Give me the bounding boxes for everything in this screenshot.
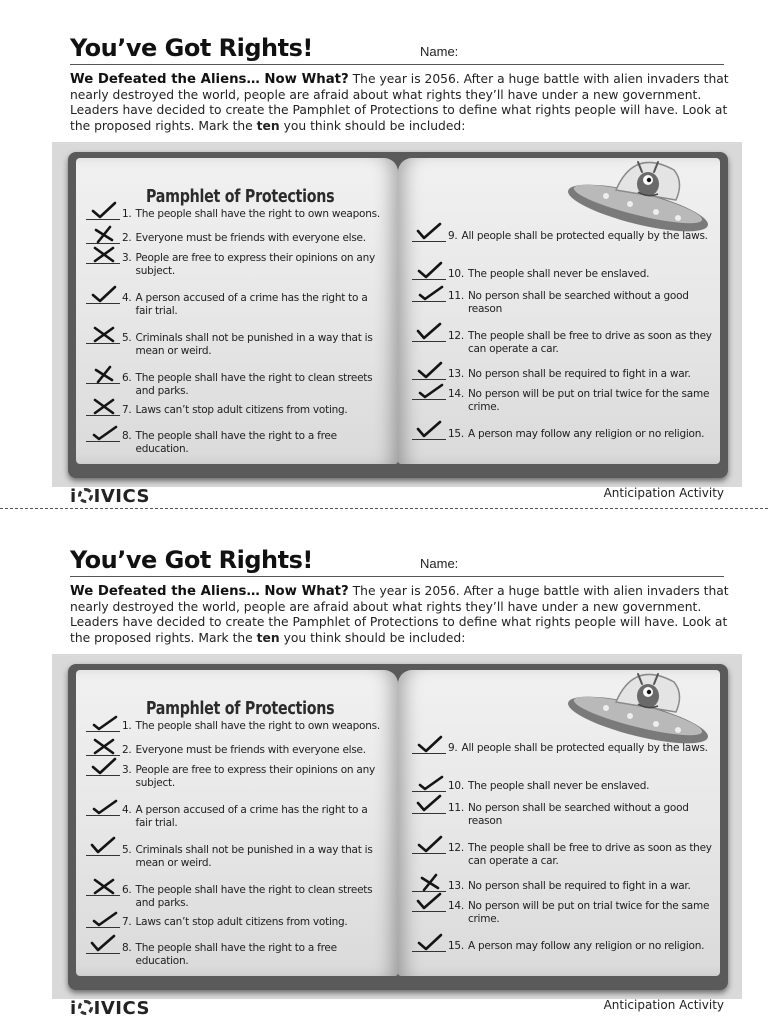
- right-item-6: [86, 884, 386, 910]
- intro-paragraph: [70, 584, 730, 646]
- item-text: No person shall be searched without a good reason: [467, 290, 689, 315]
- item-text: No person shall be searched without a good reason: [467, 802, 689, 827]
- item-text: No person will be put on trial twice for the same crime.: [467, 388, 710, 413]
- answer-blank[interactable]: [412, 368, 446, 380]
- worksheet-title: You’ve Got Rights!: [70, 546, 313, 574]
- right-item-7: [86, 404, 386, 417]
- item-text: Everyone must be friends with everyone else.: [135, 232, 366, 244]
- handwritten-check-icon: [416, 932, 444, 952]
- right-item-10: [412, 268, 712, 281]
- worksheet-copy-2: [0, 512, 768, 1019]
- answer-blank[interactable]: [86, 232, 120, 244]
- intro-text-1: The year is 2056. After a huge battle with alien invaders that nearly destroyed the world, people are afraid about what rights they’ll have under a new government. Leaders have decided to create the Pamphlet of Protections to define what rights people will have. Look at the proposed rights. Mark the: [70, 72, 729, 133]
- title-underline: [70, 576, 724, 577]
- item-number: 5.: [122, 844, 132, 856]
- alien-ufo-icon: [546, 664, 716, 754]
- answer-blank[interactable]: [86, 292, 120, 304]
- right-item-13: [412, 368, 712, 381]
- item-number: 8.: [122, 942, 132, 954]
- right-item-8: [86, 430, 386, 456]
- answer-blank[interactable]: [86, 804, 120, 816]
- item-text: Criminals shall not be punished in a way that is mean or weird.: [135, 844, 373, 869]
- answer-blank[interactable]: [412, 428, 446, 440]
- answer-blank[interactable]: [86, 764, 120, 776]
- right-item-12: [412, 842, 712, 868]
- intro-text-1: The year is 2056. After a huge battle with alien invaders that nearly destroyed the world, people are afraid about what rights they’ll have under a new government. Leaders have decided to create the Pamphlet of Protections to define what rights people will have. Look at the proposed rights. Mark the: [70, 584, 729, 645]
- answer-blank[interactable]: [86, 884, 120, 896]
- item-number: 1.: [122, 720, 132, 732]
- item-text: No person will be put on trial twice for the same crime.: [467, 900, 710, 925]
- item-text: The people shall have the right to clean streets and parks.: [135, 884, 373, 909]
- item-number: 12.: [448, 842, 464, 854]
- item-number: 2.: [122, 744, 132, 756]
- handwritten-check-icon: [90, 200, 118, 220]
- handwritten-check-icon: [90, 756, 118, 776]
- right-item-2: [86, 232, 386, 245]
- item-text: The people shall never be enslaved.: [467, 268, 650, 280]
- item-number: 10.: [448, 268, 464, 280]
- item-number: 10.: [448, 780, 464, 792]
- item-text: No person shall be required to fight in a war.: [467, 368, 691, 380]
- answer-blank[interactable]: [412, 780, 446, 792]
- item-number: 13.: [448, 880, 464, 892]
- right-item-6: [86, 372, 386, 398]
- handwritten-check-icon: [90, 796, 118, 816]
- item-number: 15.: [448, 428, 464, 440]
- item-text: The people shall be free to drive as soon as they can operate a car.: [467, 842, 712, 867]
- answer-blank[interactable]: [86, 332, 120, 344]
- answer-blank[interactable]: [412, 388, 446, 400]
- pamphlet-title: Pamphlet of Protections: [146, 186, 335, 207]
- item-number: 3.: [122, 252, 132, 264]
- item-number: 9.: [448, 230, 458, 242]
- right-item-14: [412, 900, 712, 926]
- item-number: 4.: [122, 292, 132, 304]
- right-item-13: [412, 880, 712, 893]
- answer-blank[interactable]: [86, 252, 120, 264]
- right-item-9: [412, 742, 712, 755]
- handwritten-check-icon: [90, 934, 118, 954]
- handwritten-check-icon: [416, 260, 444, 280]
- handwritten-check-icon: [416, 322, 444, 342]
- name-field-label: Name:: [420, 556, 459, 571]
- handwritten-check-icon: [416, 360, 444, 380]
- cut-line: [0, 508, 768, 509]
- handwritten-check-icon: [416, 892, 444, 912]
- icivics-logo: i IVICS: [70, 486, 151, 507]
- item-number: 4.: [122, 804, 132, 816]
- answer-blank[interactable]: [412, 230, 446, 242]
- item-number: 1.: [122, 208, 132, 220]
- answer-blank[interactable]: [412, 880, 446, 892]
- icivics-logo: i IVICS: [70, 998, 151, 1019]
- right-item-1: [86, 720, 386, 733]
- handwritten-check-icon: [416, 420, 444, 440]
- handwritten-check-icon: [416, 794, 444, 814]
- item-number: 9.: [448, 742, 458, 754]
- right-item-4: [86, 292, 386, 318]
- item-text: People are free to express their opinions on any subject.: [135, 764, 375, 789]
- answer-blank[interactable]: [412, 842, 446, 854]
- title-underline: [70, 64, 724, 65]
- item-text: The people shall have the right to own weapons.: [135, 208, 380, 220]
- item-number: 14.: [448, 388, 464, 400]
- item-text: No person shall be required to fight in a war.: [467, 880, 691, 892]
- right-item-1: [86, 208, 386, 221]
- gear-logo-icon: [78, 1000, 93, 1015]
- answer-blank[interactable]: [86, 844, 120, 856]
- item-number: 6.: [122, 884, 132, 896]
- right-item-5: [86, 332, 386, 358]
- right-item-10: [412, 780, 712, 793]
- right-item-11: [412, 290, 712, 316]
- item-text: A person accused of a crime has the right to a fair trial.: [135, 804, 368, 829]
- pamphlet-title: Pamphlet of Protections: [146, 698, 335, 719]
- intro-lead: We Defeated the Aliens… Now What?: [70, 584, 349, 599]
- handwritten-check-icon: [90, 422, 118, 442]
- answer-blank[interactable]: [412, 268, 446, 280]
- activity-label: Anticipation Activity: [603, 486, 724, 500]
- answer-blank[interactable]: [412, 940, 446, 952]
- right-item-14: [412, 388, 712, 414]
- item-text: A person may follow any religion or no religion.: [467, 428, 705, 440]
- handwritten-check-icon: [416, 282, 444, 302]
- handwritten-cross-icon: [90, 324, 118, 344]
- answer-blank[interactable]: [412, 742, 446, 754]
- item-text: All people shall be protected equally by the laws.: [461, 230, 708, 242]
- answer-blank[interactable]: [86, 916, 120, 928]
- answer-blank[interactable]: [86, 942, 120, 954]
- item-number: 7.: [122, 916, 132, 928]
- item-text: A person accused of a crime has the right to a fair trial.: [135, 292, 368, 317]
- right-item-5: [86, 844, 386, 870]
- right-item-12: [412, 330, 712, 356]
- item-number: 3.: [122, 764, 132, 776]
- item-text: All people shall be protected equally by the laws.: [461, 742, 708, 754]
- item-number: 2.: [122, 232, 132, 244]
- answer-blank[interactable]: [86, 430, 120, 442]
- item-text: The people shall have the right to own weapons.: [135, 720, 380, 732]
- item-text: Everyone must be friends with everyone else.: [135, 744, 366, 756]
- right-item-15: [412, 428, 712, 441]
- item-text: The people shall have the right to clean streets and parks.: [135, 372, 373, 397]
- item-number: 12.: [448, 330, 464, 342]
- handwritten-check-icon: [416, 222, 444, 242]
- handwritten-check-icon: [90, 712, 118, 732]
- right-item-3: [86, 764, 386, 790]
- book-illustration: [52, 654, 742, 999]
- handwritten-cross-icon: [90, 364, 118, 384]
- answer-blank[interactable]: [86, 720, 120, 732]
- answer-blank[interactable]: [86, 208, 120, 220]
- right-item-7: [86, 916, 386, 929]
- item-number: 5.: [122, 332, 132, 344]
- activity-label: Anticipation Activity: [603, 998, 724, 1012]
- item-number: 11.: [448, 802, 464, 814]
- item-text: Laws can’t stop adult citizens from voting.: [135, 404, 348, 416]
- item-text: The people shall never be enslaved.: [467, 780, 650, 792]
- answer-blank[interactable]: [412, 900, 446, 912]
- item-text: The people shall have the right to a free education.: [135, 942, 337, 967]
- item-number: 13.: [448, 368, 464, 380]
- handwritten-cross-icon: [90, 736, 118, 756]
- right-item-8: [86, 942, 386, 968]
- gear-logo-icon: [78, 488, 93, 503]
- handwritten-cross-icon: [90, 876, 118, 896]
- answer-blank[interactable]: [412, 802, 446, 814]
- item-text: The people shall be free to drive as soon as they can operate a car.: [467, 330, 712, 355]
- right-item-3: [86, 252, 386, 278]
- handwritten-check-icon: [416, 734, 444, 754]
- answer-blank[interactable]: [412, 330, 446, 342]
- item-number: 7.: [122, 404, 132, 416]
- handwritten-check-icon: [90, 836, 118, 856]
- item-number: 8.: [122, 430, 132, 442]
- handwritten-cross-icon: [90, 396, 118, 416]
- handwritten-check-icon: [90, 284, 118, 304]
- right-item-15: [412, 940, 712, 953]
- handwritten-check-icon: [416, 380, 444, 400]
- intro-text-2: you think should be included:: [279, 118, 466, 133]
- item-number: 6.: [122, 372, 132, 384]
- answer-blank[interactable]: [412, 290, 446, 302]
- handwritten-cross-icon: [416, 872, 444, 892]
- intro-text-2: you think should be included:: [279, 630, 466, 645]
- handwritten-cross-icon: [90, 244, 118, 264]
- handwritten-check-icon: [416, 772, 444, 792]
- intro-paragraph: [70, 72, 730, 134]
- item-text: Laws can’t stop adult citizens from voting.: [135, 916, 348, 928]
- answer-blank[interactable]: [86, 372, 120, 384]
- intro-emphasis: ten: [256, 118, 280, 133]
- right-item-9: [412, 230, 712, 243]
- intro-lead: We Defeated the Aliens… Now What?: [70, 72, 349, 87]
- item-text: People are free to express their opinions on any subject.: [135, 252, 375, 277]
- name-field-label: Name:: [420, 44, 459, 59]
- handwritten-check-icon: [90, 908, 118, 928]
- item-number: 11.: [448, 290, 464, 302]
- item-text: Criminals shall not be punished in a way that is mean or weird.: [135, 332, 373, 357]
- worksheet-title: You’ve Got Rights!: [70, 34, 313, 62]
- right-item-2: [86, 744, 386, 757]
- handwritten-check-icon: [416, 834, 444, 854]
- intro-emphasis: ten: [256, 630, 280, 645]
- worksheet-copy-1: [0, 0, 768, 507]
- item-number: 14.: [448, 900, 464, 912]
- right-item-11: [412, 802, 712, 828]
- right-item-4: [86, 804, 386, 830]
- item-text: A person may follow any religion or no religion.: [467, 940, 705, 952]
- item-number: 15.: [448, 940, 464, 952]
- item-text: The people shall have the right to a free education.: [135, 430, 337, 455]
- handwritten-cross-icon: [90, 224, 118, 244]
- alien-ufo-icon: [546, 152, 716, 242]
- answer-blank[interactable]: [86, 744, 120, 756]
- book-illustration: [52, 142, 742, 487]
- answer-blank[interactable]: [86, 404, 120, 416]
